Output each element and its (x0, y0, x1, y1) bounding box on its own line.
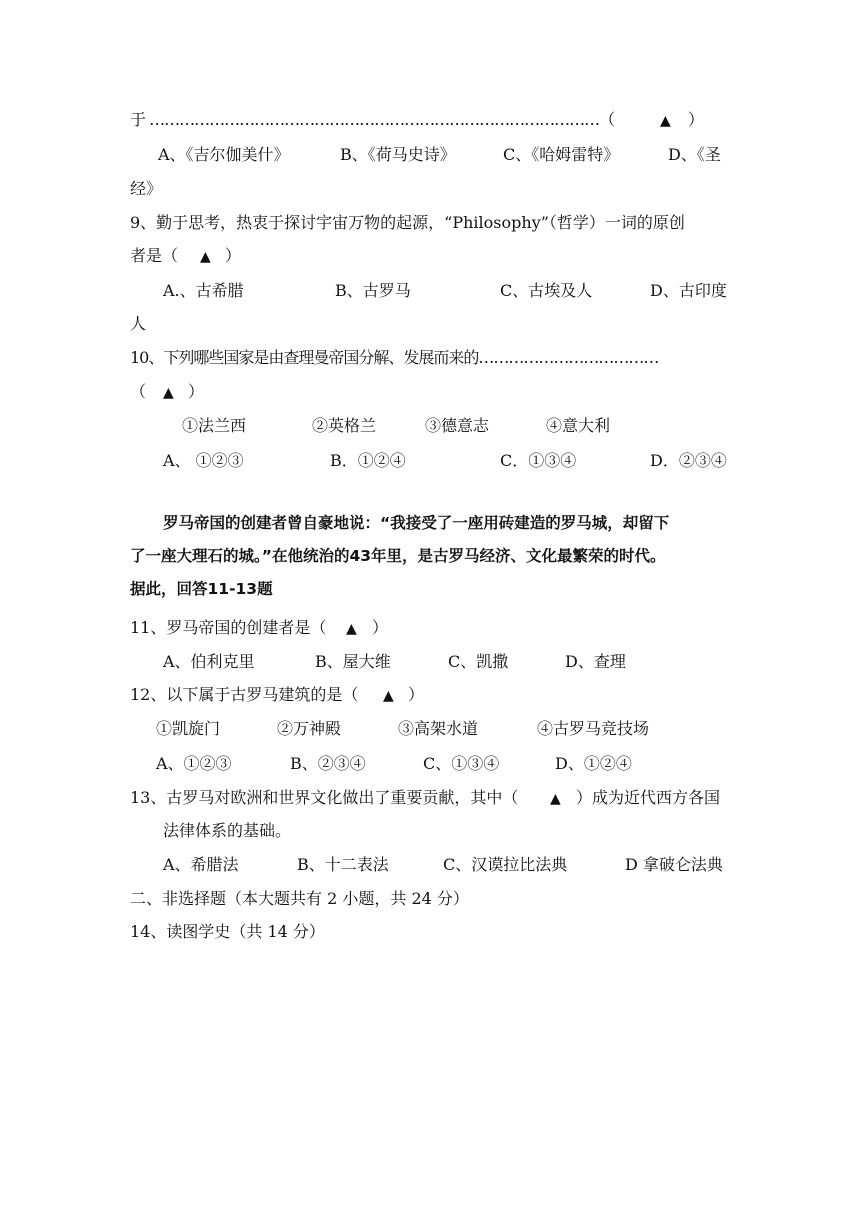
q10-item-1: ①法兰西 (182, 416, 247, 435)
q11-option-b: B、屋大维 (315, 652, 391, 671)
passage-line-3: 据此，回答11-13题 (130, 580, 273, 598)
q10-option-d: D．②③④ (650, 451, 727, 470)
q13-stem-rest: ）成为近代西方各国 (576, 788, 721, 807)
q10-item-4: ④意大利 (546, 416, 611, 435)
q12-option-a: A、①②③ (156, 754, 232, 773)
q8-option-wrap: 经》 (130, 179, 163, 198)
q10-stem: 10、下列哪些国家是由查理曼帝国分解、发展而来的……………………………… (130, 348, 659, 367)
q8-option-b: B、《荷马史诗》 (340, 145, 456, 164)
q12-answer-mark (383, 683, 394, 708)
q12-item-4: ④古罗马竞技场 (537, 719, 650, 738)
triangle-icon: ▲ (660, 113, 671, 129)
q10-option-a: A、 ①②③ (163, 451, 244, 470)
passage-line-2: 了一座大理石的城。”在他统治的43年里，是古罗马经济、文化最繁荣的时代。 (130, 547, 666, 565)
q13-option-b: B、十二表法 (297, 855, 389, 874)
q14-title: 14、读图学史（共 14 分） (130, 922, 325, 941)
q12-close-paren: ） (408, 685, 425, 704)
q8-answer-mark (660, 108, 671, 133)
q12-option-c: C、①③④ (423, 754, 500, 773)
triangle-icon: ▲ (200, 249, 211, 265)
q12-item-1: ①凯旋门 (156, 719, 221, 738)
q11-stem: 11、罗马帝国的创建者是（ (130, 618, 327, 637)
passage-line-1: 罗马帝国的创建者曾自豪地说：“我接受了一座用砖建造的罗马城，却留下 (163, 514, 670, 532)
q12-option-d: D、①②④ (555, 754, 632, 773)
q8-option-c: C、《哈姆雷特》 (503, 145, 620, 164)
q10-open-paren: （ (130, 382, 147, 401)
q8-option-a: A、《吉尔伽美什》 (158, 145, 290, 164)
q8-stem: 于 ………………………………………………………………………………（ (130, 110, 615, 129)
q9-option-d: D、古印度 (650, 281, 727, 300)
q10-option-b: B．①②④ (330, 451, 406, 470)
q10-answer-mark (163, 380, 174, 405)
section-2-title: 二、非选择题（本大题共有 2 小题，共 24 分） (130, 889, 469, 908)
q11-option-d: D、查理 (565, 652, 626, 671)
q8-close-paren: ） (688, 110, 705, 129)
q9-stem-line2: 者是（ (130, 246, 179, 265)
triangle-icon: ▲ (346, 621, 357, 637)
triangle-icon: ▲ (163, 385, 174, 401)
q13-answer-mark (550, 786, 561, 811)
q11-answer-mark (346, 616, 357, 641)
q10-close-paren: ） (188, 382, 205, 401)
q10-item-2: ②英格兰 (312, 416, 377, 435)
q13-stem: 13、古罗马对欧洲和世界文化做出了重要贡献，其中（ (130, 788, 519, 807)
q9-stem: 9、勤于思考，热衷于探讨宇宙万物的起源，“Philosophy”（哲学）一词的原创 (130, 213, 685, 232)
q10-option-c: C．①③④ (500, 451, 577, 470)
q12-option-b: B、②③④ (290, 754, 366, 773)
q12-stem: 12、以下属于古罗马建筑的是（ (130, 685, 359, 704)
q8-stem-line (130, 108, 730, 132)
q9-answer-mark (200, 244, 211, 269)
q8-option-d: D、《圣 (668, 145, 721, 164)
q9-option-b: B、古罗马 (335, 281, 411, 300)
triangle-icon: ▲ (550, 791, 561, 807)
q12-item-2: ②万神殿 (277, 719, 342, 738)
q12-item-3: ③高架水道 (398, 719, 479, 738)
q13-stem-line2: 法律体系的基础。 (163, 821, 292, 840)
q9-close-paren: ） (225, 246, 242, 265)
q9-option-c: C、古埃及人 (500, 281, 593, 300)
q9-option-wrap: 人 (130, 314, 147, 333)
q13-option-c: C、汉谟拉比法典 (443, 855, 568, 874)
q13-option-d: D 拿破仑法典 (625, 855, 723, 874)
q11-close-paren: ） (372, 618, 389, 637)
q9-option-a: A.、古希腊 (163, 281, 244, 300)
triangle-icon: ▲ (383, 688, 394, 704)
q13-option-a: A、希腊法 (163, 855, 239, 874)
q10-item-3: ③德意志 (425, 416, 490, 435)
q11-option-c: C、凯撒 (448, 652, 509, 671)
q11-option-a: A、伯利克里 (163, 652, 255, 671)
